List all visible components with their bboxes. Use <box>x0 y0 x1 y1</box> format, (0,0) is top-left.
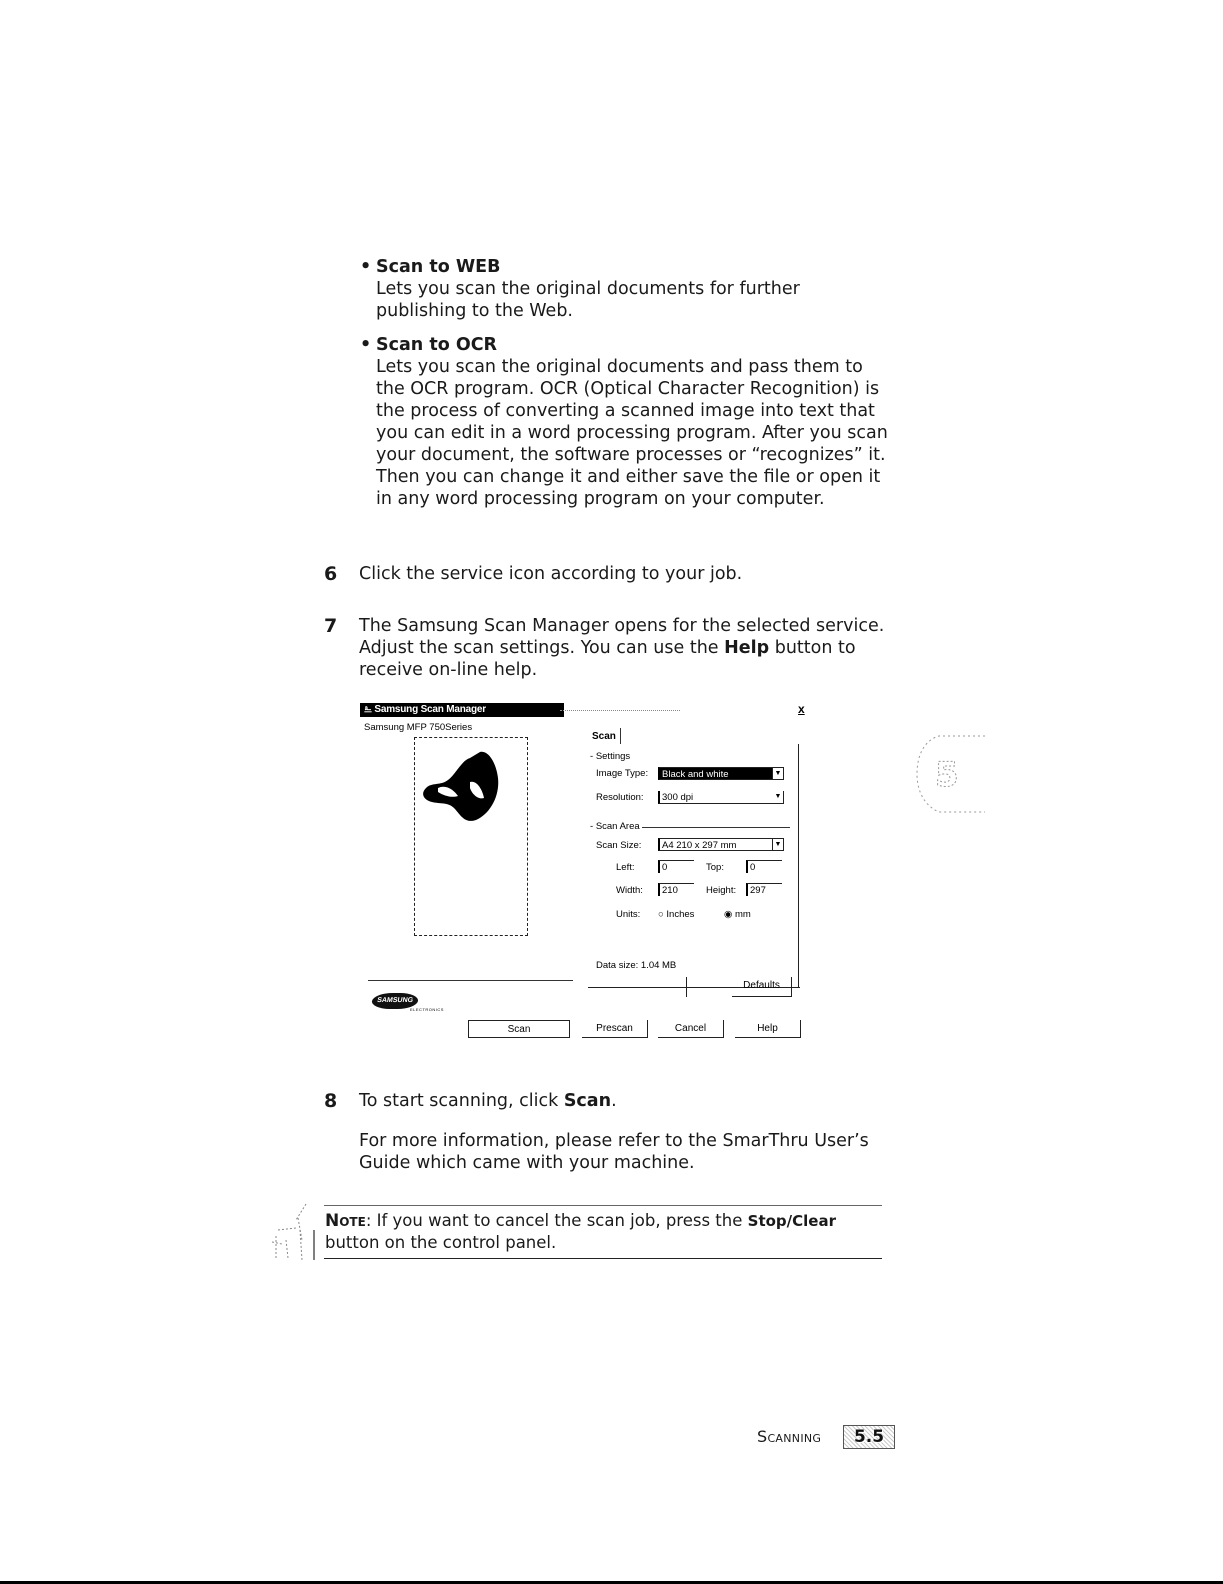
bullet-scan-to-ocr <box>360 334 900 510</box>
left-input[interactable]: 0 <box>658 860 694 873</box>
group-line <box>642 827 790 828</box>
height-input[interactable]: 297 <box>746 883 782 896</box>
step-number: 6 <box>324 563 338 585</box>
scan-area-group-label: - Scan Area <box>590 821 640 832</box>
note-top-rule <box>324 1205 882 1206</box>
width-input[interactable]: 210 <box>658 883 694 896</box>
step-number: 8 <box>324 1090 338 1112</box>
bullet-description: Lets you scan the original documents and pass them to the OCR program. OCR (Optical Character Recognition) is the process of converting a scanned image into text that you can edit in a word processing program. After you scan your document, the software processes or “recognizes” it. Then you can change it and either save the file or open it in any word processing program on your computer. <box>376 357 888 509</box>
dialog-titlebar: ⎁ Samsung Scan Manager <box>360 703 564 717</box>
units-mm-radio[interactable]: ◉ mm <box>724 909 751 920</box>
bullet-dot-icon: • <box>360 257 372 277</box>
resolution-label: Resolution: <box>596 792 644 803</box>
bullet-dot-icon: • <box>360 335 372 355</box>
data-size-label: Data size: 1.04 MB <box>596 960 677 971</box>
step-text: Click the service icon according to your job. <box>359 564 743 584</box>
radio-off-icon: ○ <box>658 909 667 920</box>
scan-manager-dialog <box>360 700 820 1060</box>
units-inches-radio[interactable]: ○ Inches <box>658 909 695 920</box>
chevron-down-icon: ▼ <box>772 839 783 850</box>
button-edge <box>686 977 687 997</box>
scan-size-select[interactable]: A4 210 x 297 mm ▼ <box>658 838 784 851</box>
divider <box>368 980 573 981</box>
note-bottom-rule <box>324 1258 882 1259</box>
chevron-down-icon: ▼ <box>774 793 782 800</box>
close-button[interactable]: x <box>798 702 805 716</box>
step-text: The Samsung Scan Manager opens for the selected service. Adjust the scan settings. You can use the Help button to receive on-line help. <box>359 616 885 680</box>
panel-border <box>798 744 799 987</box>
chevron-down-icon: ▼ <box>772 768 783 779</box>
help-button[interactable]: Help <box>735 1020 801 1038</box>
bullet-scan-to-web <box>360 256 900 322</box>
note-label: Note <box>325 1211 366 1231</box>
preview-image <box>418 748 508 828</box>
left-label: Left: <box>616 862 635 873</box>
chapter-tab-icon <box>915 730 987 815</box>
data-size-value: 1.04 MB <box>640 960 677 971</box>
note: Note: If you want to cancel the scan job, press the Stop/Clear button on the control panel. <box>325 1211 836 1252</box>
scanner-icon: ⎁ <box>364 704 375 715</box>
radio-on-icon: ◉ <box>724 909 735 920</box>
scan-button[interactable]: Scan <box>468 1020 570 1038</box>
tab-scan[interactable]: Scan <box>592 731 616 742</box>
width-label: Width: <box>616 885 643 896</box>
note-hand-icon <box>266 1200 316 1262</box>
resolution-select[interactable]: 300 dpi ▼ <box>658 791 784 804</box>
model-label: Samsung MFP 750Series <box>364 722 473 733</box>
cancel-button[interactable]: Cancel <box>658 1020 724 1038</box>
bullet-description: Lets you scan the original documents for further publishing to the Web. <box>376 279 800 321</box>
top-label: Top: <box>706 862 724 873</box>
image-type-label: Image Type: <box>596 768 649 779</box>
scan-size-label: Scan Size: <box>596 840 642 851</box>
page-number: 5.5 <box>843 1425 895 1449</box>
height-label: Height: <box>706 885 737 896</box>
step-followup: For more information, please refer to the SmarThru User’s Guide which came with your machine. <box>359 1131 869 1173</box>
step-text: To start scanning, click Scan. <box>359 1091 617 1111</box>
tab-separator <box>620 728 621 744</box>
defaults-button[interactable]: Defaults <box>732 977 792 997</box>
titlebar-fade <box>560 710 680 711</box>
footer-section: Scanning <box>757 1427 822 1446</box>
step-number: 7 <box>324 615 338 637</box>
bullet-title: Scan to OCR <box>376 335 498 355</box>
units-label: Units: <box>616 909 641 920</box>
settings-group-label: - Settings <box>590 751 631 762</box>
samsung-logo-sub: ELECTRONICS <box>410 1007 444 1012</box>
samsung-logo: SAMSUNG <box>371 993 420 1009</box>
prescan-button[interactable]: Prescan <box>582 1020 648 1038</box>
svg-text:5: 5 <box>935 755 959 795</box>
image-type-select[interactable]: Black and white ▼ <box>658 767 784 780</box>
top-input[interactable]: 0 <box>746 860 782 873</box>
bullet-title: Scan to WEB <box>376 257 501 277</box>
